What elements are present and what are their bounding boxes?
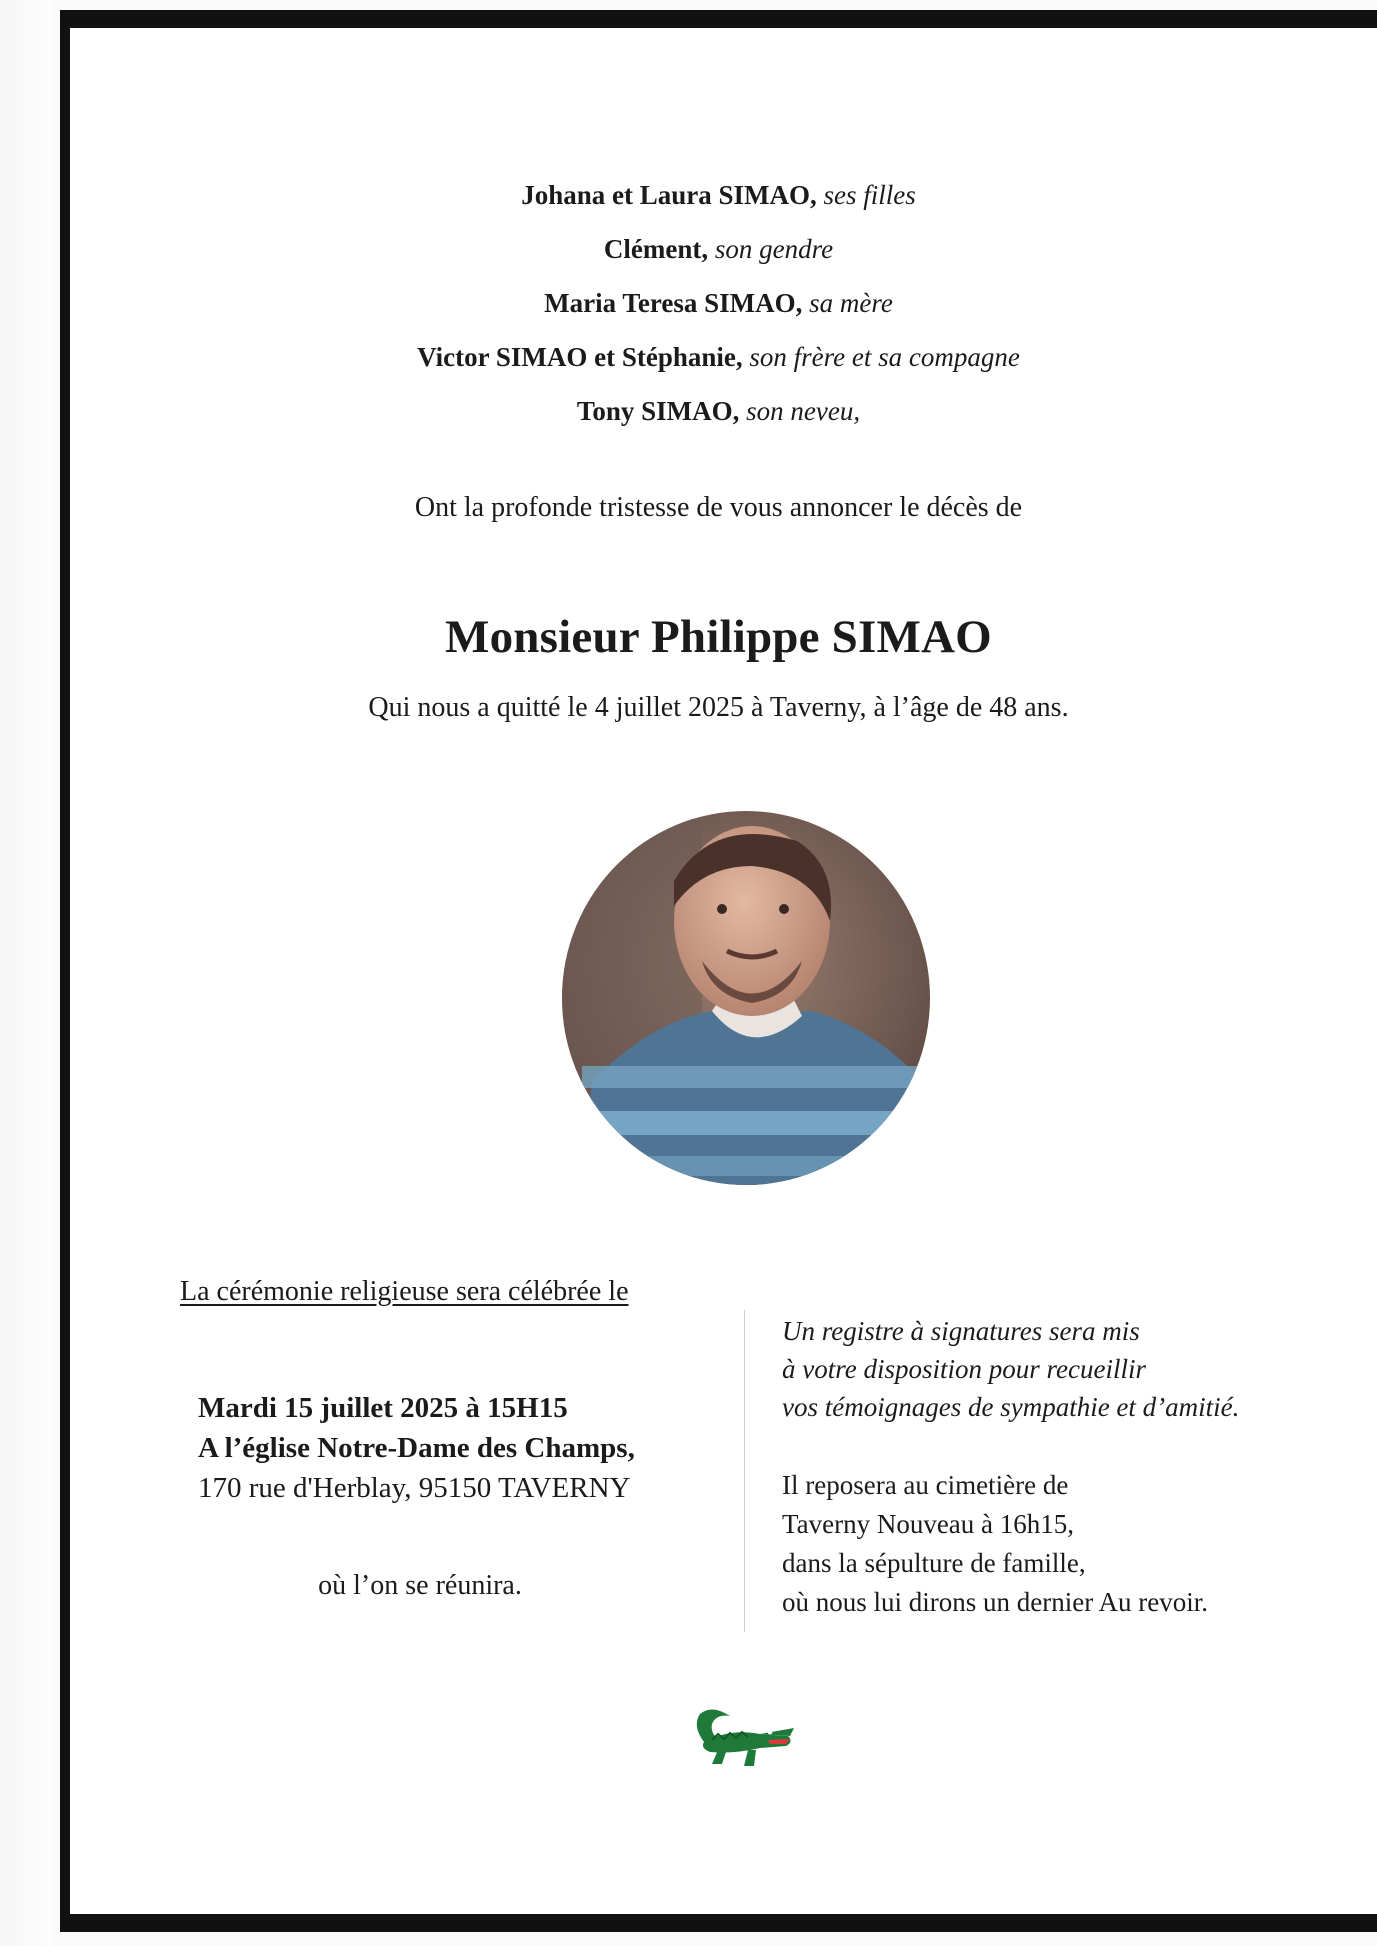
ceremony-place: A l’église Notre-Dame des Champs, <box>198 1432 635 1464</box>
family-name: Johana et Laura SIMAO, <box>521 180 817 210</box>
crocodile-icon <box>690 1706 798 1775</box>
burial-line: Taverny Nouveau à 16h15, <box>782 1509 1075 1539</box>
registry-line: Un registre à signatures sera mis <box>782 1316 1140 1346</box>
family-line <box>60 384 1377 438</box>
burial-line: dans la sépulture de famille, <box>782 1548 1086 1578</box>
scan-edge <box>0 0 52 1946</box>
deceased-name: Monsieur Philippe SIMAO <box>445 611 992 663</box>
family-list <box>60 168 1377 438</box>
family-name: Victor SIMAO et Stéphanie, <box>417 342 743 372</box>
family-line <box>60 276 1377 330</box>
registry-line: vos témoignages de sympathie et d’amitié. <box>782 1392 1240 1422</box>
family-line <box>60 330 1377 384</box>
burial-line: où nous lui dirons un dernier Au revoir. <box>782 1587 1208 1617</box>
gathering-note: où l’on se réunira. <box>318 1570 522 1601</box>
family-name: Tony SIMAO, <box>576 396 740 426</box>
family-relation: son gendre <box>714 234 834 264</box>
family-relation: son frère et sa compagne <box>749 342 1020 372</box>
burial-line: Il reposera au cimetière de <box>782 1470 1069 1500</box>
family-relation: sa mère <box>809 288 893 318</box>
column-divider <box>744 1310 745 1632</box>
ceremony-date-time: Mardi 15 juillet 2025 à 15H15 <box>198 1392 568 1424</box>
burial-note <box>782 1466 1208 1622</box>
family-relation: ses filles <box>823 180 916 210</box>
ceremony-title: La cérémonie religieuse sera célébrée le <box>180 1276 629 1307</box>
registry-line: à votre disposition pour recueillir <box>782 1354 1146 1384</box>
portrait-photo <box>562 811 930 1185</box>
announcement: Ont la profonde tristesse de vous annoncer le décès de <box>414 492 1023 523</box>
family-name: Maria Teresa SIMAO, <box>544 288 803 318</box>
family-line <box>60 168 1377 222</box>
ceremony-details <box>198 1388 635 1508</box>
passed-line: Qui nous a quitté le 4 juillet 2025 à Taverny, à l’âge de 48 ans. <box>368 692 1069 723</box>
ceremony-address: 170 rue d'Herblay, 95150 TAVERNY <box>198 1472 631 1504</box>
family-relation: son neveu, <box>746 396 861 426</box>
family-name: Clément, <box>603 234 709 264</box>
registry-note <box>782 1312 1239 1426</box>
family-line <box>60 222 1377 276</box>
